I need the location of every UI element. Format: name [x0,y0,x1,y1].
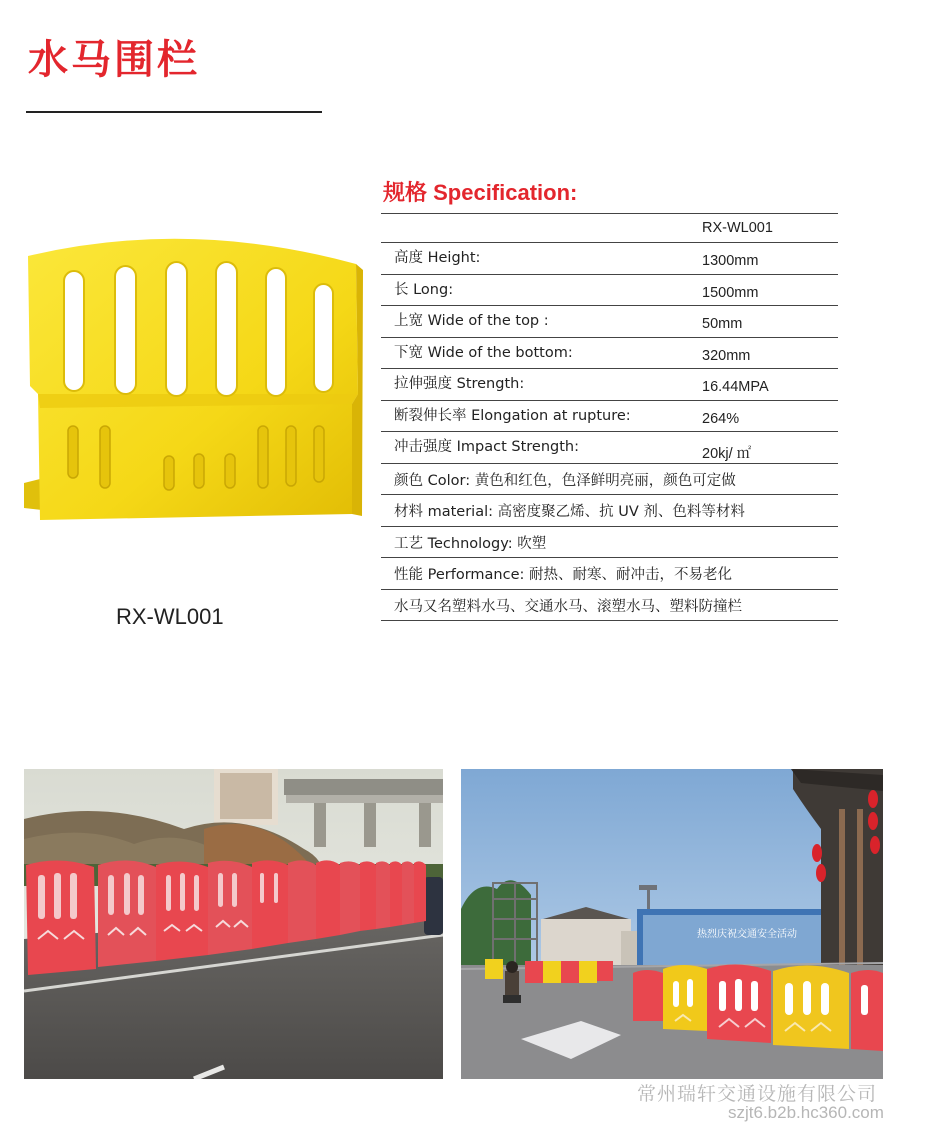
spec-note-aliases: 水马又名塑料水马、交通水马、滚塑水马、塑料防撞栏 [394,598,742,615]
product-model-caption: RX-WL001 [116,604,224,629]
spec-row [381,243,838,275]
spec-heading: 规格 Specification: [383,180,578,205]
spec-label: 断裂伸长率 Elongation at rupture: [394,407,631,424]
spec-row [381,338,838,370]
spec-row [381,306,838,338]
spec-header-row [381,213,838,243]
spec-value: 264% [702,410,740,427]
spec-value: 320mm [702,347,751,364]
spec-note-row [381,495,838,527]
watermark-url: szjt6.b2b.hc360.com [728,1103,884,1122]
spec-note-row [381,527,838,559]
spec-value: 50mm [702,316,743,332]
spec-note-row [381,590,838,622]
spec-note-row [381,464,838,496]
spec-value: 1300mm [702,253,759,269]
spec-value: 1500mm [702,284,759,301]
watermark-company: 常州瑞轩交通设施有限公司 [637,1083,878,1105]
spec-table [381,213,838,621]
spec-label: 长 Long: [394,281,454,298]
spec-row [381,401,838,433]
spec-value: 20kj/ ㎡ [702,446,752,462]
spec-row [381,275,838,307]
spec-note-color: 颜色 Color: 黄色和红色，色泽鲜明亮丽，颜色可定做 [394,472,736,489]
spec-note-material: 材料 material: 高密度聚乙烯、抗 UV 剂、色料等材料 [394,504,745,520]
spec-label: 高度 Height: [394,250,481,266]
spec-label: 拉伸强度 Strength: [394,376,525,392]
spec-note-technology: 工艺 Technology: 吹塑 [394,535,547,552]
billboard-text: 热烈庆祝交通安全活动 [697,929,797,940]
plaza-barrier-photo [461,769,883,1079]
roadside-barrier-photo [24,769,443,1079]
spec-value: 16.44MPA [702,379,769,395]
spec-row [381,369,838,401]
spec-note-row [381,558,838,590]
spec-label: 冲击强度 Impact Strength: [394,439,579,455]
page-title: 水马围栏 [28,37,200,83]
spec-model-header: RX-WL001 [702,220,773,236]
barrier-product-image [18,226,363,532]
title-underline [26,111,322,113]
spec-row [381,432,838,464]
spec-label: 上宽 Wide of the top : [394,313,549,329]
spec-label: 下宽 Wide of the bottom: [394,344,573,361]
spec-note-performance: 性能 Performance: 耐热、耐寒、耐冲击，不易老化 [394,567,732,583]
